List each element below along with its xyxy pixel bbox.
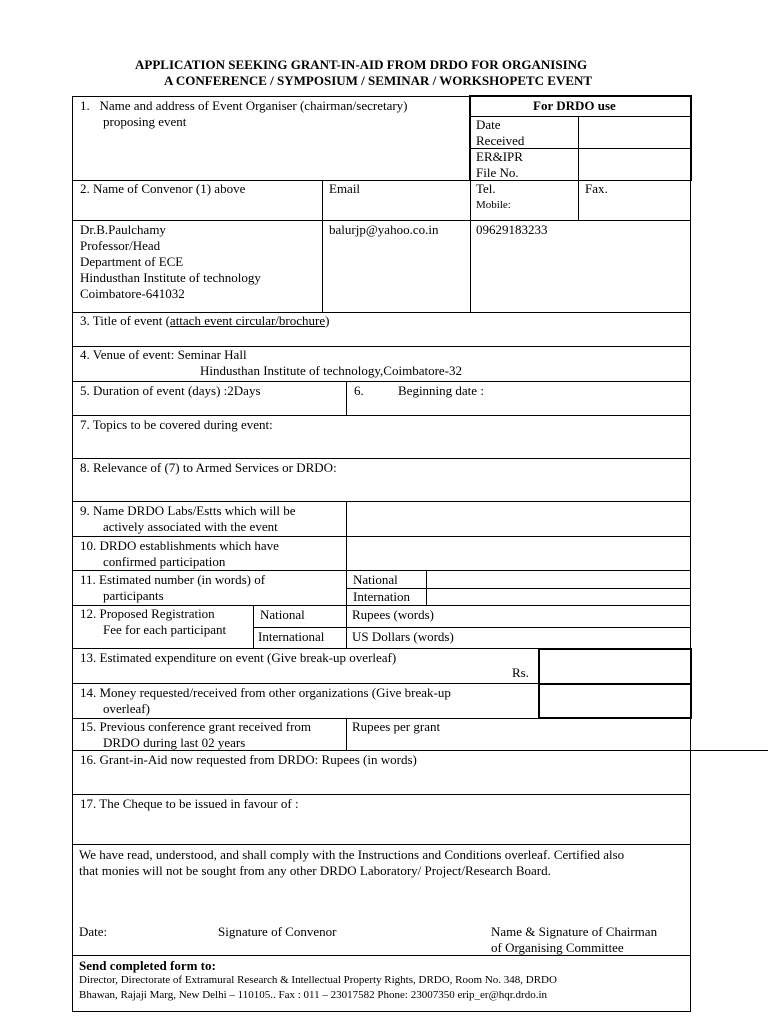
row13-rs-label: Rs. xyxy=(512,665,529,680)
brochure-link[interactable]: attach event circular/brochure xyxy=(169,313,326,328)
row14-amount-field[interactable] xyxy=(541,686,688,715)
signature-chairman: Name & Signature of Chairman of Organising Committee xyxy=(491,924,658,955)
row14-money-requested: 14. Money requested/received from other organizations (Give break-up overleaf) xyxy=(80,685,451,716)
row8-relevance: 8. Relevance of (7) to Armed Services or DRDO: xyxy=(80,460,337,475)
email-label: Email xyxy=(329,181,361,196)
declaration-text: We have read, understood, and shall comply with the Instructions and Conditions overleaf. Certified also that monies will not be sought from any other DRDO Laboratory/ Project/Research Board. xyxy=(79,847,625,878)
row12-international-label: International xyxy=(258,629,325,644)
declaration-date: Date: xyxy=(79,924,108,939)
row13-expenditure: 13. Estimated expenditure on event (Give break-up overleaf) xyxy=(80,650,397,665)
row11-international-label: Internation xyxy=(353,589,411,604)
row10-establishments: 10. DRDO establishments which have confirmed participation xyxy=(80,538,279,569)
row6-beginning-date: Beginning date : xyxy=(398,383,484,398)
row12-registration: 12. Proposed Registration Fee for each participant xyxy=(80,606,227,637)
drdo-use-header: For DRDO use xyxy=(533,98,616,113)
row3-label: 3. Title of event (attach event circular/brochure) xyxy=(80,313,330,328)
convenor-address[interactable]: Dr.B.Paulchamy Professor/Head Department of ECE Hindusthan Institute of technology Coimbatore-641032 xyxy=(80,222,261,301)
row16-grant-requested: 16. Grant-in-Aid now requested from DRDO: Rupees (in words) xyxy=(80,752,417,767)
row10-field[interactable] xyxy=(348,538,688,568)
footer-heading: Send completed form to: xyxy=(79,958,216,973)
row5-duration: 5. Duration of event (days) :2Days xyxy=(80,383,261,398)
row12-rupees-label: Rupees (words) xyxy=(352,607,434,622)
file-no-field[interactable] xyxy=(580,150,688,178)
row2-label: 2. Name of Convenor (1) above xyxy=(80,181,246,196)
row6-num: 6. xyxy=(354,383,364,398)
row15-previous-grant: 15. Previous conference grant received from DRDO during last 02 years xyxy=(80,719,312,750)
convenor-email[interactable]: balurjp@yahoo.co.in xyxy=(329,222,439,237)
row12-national-label: National xyxy=(260,607,305,622)
form-title-line2: A CONFERENCE / SYMPOSIUM / SEMINAR / WORKSHOPETC EVENT xyxy=(164,73,593,88)
row15-rupees-per-grant: Rupees per grant xyxy=(352,719,441,734)
row1-label: 1. Name and address of Event Organiser (chairman/secretary) proposing event xyxy=(80,98,408,129)
mobile-label: Mobile: xyxy=(476,199,511,211)
row11-participants: 11. Estimated number (in words) of participants xyxy=(80,572,266,603)
row17-cheque: 17. The Cheque to be issued in favour of : xyxy=(80,796,299,811)
footer-address: Director, Directorate of Extramural Research & Intellectual Property Rights, DRDO, Room No. 348, DRDO Bhawan, Rajaji Marg, New Delhi – 110105.. Fax : 011 – 23017582 Phone: 23007350 erip_er@hqr.drdo.in xyxy=(79,974,557,1001)
form-title-line1: APPLICATION SEEKING GRANT-IN-AID FROM DRDO FOR ORGANISING xyxy=(135,57,588,72)
row7-topics: 7. Topics to be covered during event: xyxy=(80,417,273,432)
row9-field[interactable] xyxy=(348,503,688,534)
convenor-phone[interactable]: 09629183233 xyxy=(476,222,548,237)
tel-label: Tel. xyxy=(476,181,496,196)
row13-amount-field[interactable] xyxy=(541,651,688,681)
file-no-label: ER&IPR File No. xyxy=(476,149,523,180)
row4-venue: 4. Venue of event: Seminar Hall Hindusthan Institute of technology,Coimbatore-32 xyxy=(80,347,462,378)
date-received-field[interactable] xyxy=(580,118,688,146)
row12-dollars-label: US Dollars (words) xyxy=(352,629,454,644)
row11-national-label: National xyxy=(353,572,398,587)
signature-convenor: Signature of Convenor xyxy=(218,924,337,939)
fax-label: Fax. xyxy=(585,181,608,196)
row9-labs: 9. Name DRDO Labs/Estts which will be actively associated with the event xyxy=(80,503,296,534)
date-received-label: Date Received xyxy=(476,117,525,148)
